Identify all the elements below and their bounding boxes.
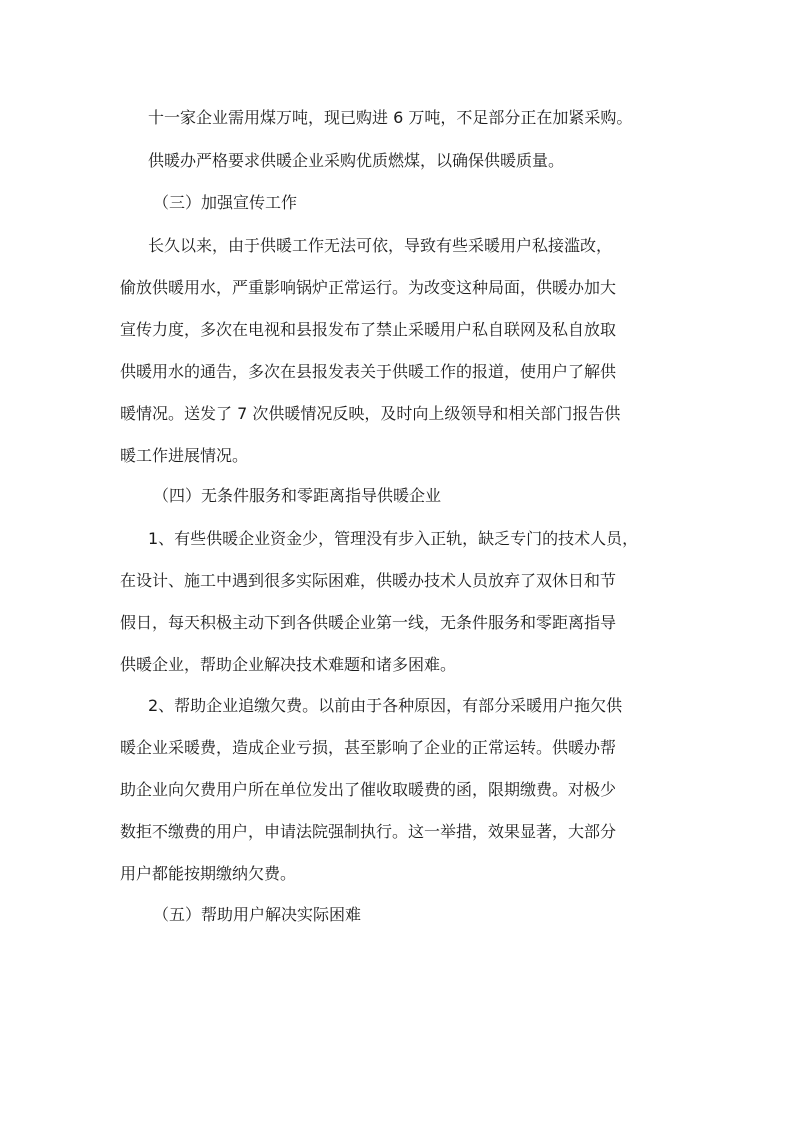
paragraph-line: 暖工作进展情况。: [120, 446, 249, 465]
paragraph-line: 用户都能按期缴纳欠费。: [120, 864, 297, 883]
paragraph-line: 供暖企业，帮助企业解决技术难题和诸多困难。: [120, 655, 457, 674]
paragraph-line: 2、帮助企业追缴欠费。以前由于各种原因，有部分采暖用户拖欠供: [148, 696, 623, 715]
paragraph-line: 宣传力度，多次在电视和县报发布了禁止采暖用户私自联网及私自放取: [120, 320, 617, 339]
paragraph-line: 偷放供暖用水，严重影响锅炉正常运行。为改变这种局面，供暖办加大: [120, 278, 617, 297]
section-heading: （四）无条件服务和零距离指导供暖企业: [153, 486, 442, 505]
paragraph-line: 供暖用水的通告，多次在县报发表关于供暖工作的报道，使用户了解供: [120, 362, 617, 381]
paragraph-line: 助企业向欠费用户所在单位发出了催收取暖费的函，限期缴费。对极少: [120, 780, 617, 799]
paragraph-line: 1、有些供暖企业资金少，管理没有步入正轨，缺乏专门的技术人员，: [148, 529, 639, 548]
paragraph-line: 暖企业采暖费，造成企业亏损，甚至影响了企业的正常运转。供暖办帮: [120, 738, 617, 757]
section-heading: （五）帮助用户解决实际困难: [153, 905, 362, 924]
paragraph-line: 数拒不缴费的用户，申请法院强制执行。这一举措，效果显著，大部分: [120, 822, 617, 841]
paragraph-line: 供暖办严格要求供暖企业采购优质燃煤，以确保供暖质量。: [148, 151, 565, 170]
paragraph-line: 十一家企业需用煤万吨，现已购进 6 万吨，不足部分正在加紧采购。: [148, 108, 633, 127]
section-heading: （三）加强宣传工作: [153, 193, 298, 212]
paragraph-line: 假日，每天积极主动下到各供暖企业第一线，无条件服务和零距离指导: [120, 613, 617, 632]
paragraph-line: 长久以来，由于供暖工作无法可依，导致有些采暖用户私接滥改，: [148, 236, 613, 255]
paragraph-line: 暖情况。送发了 7 次供暖情况反映，及时向上级领导和相关部门报告供: [120, 404, 621, 423]
paragraph-line: 在设计、施工中遇到很多实际困难，供暖办技术人员放弃了双休日和节: [120, 571, 617, 590]
